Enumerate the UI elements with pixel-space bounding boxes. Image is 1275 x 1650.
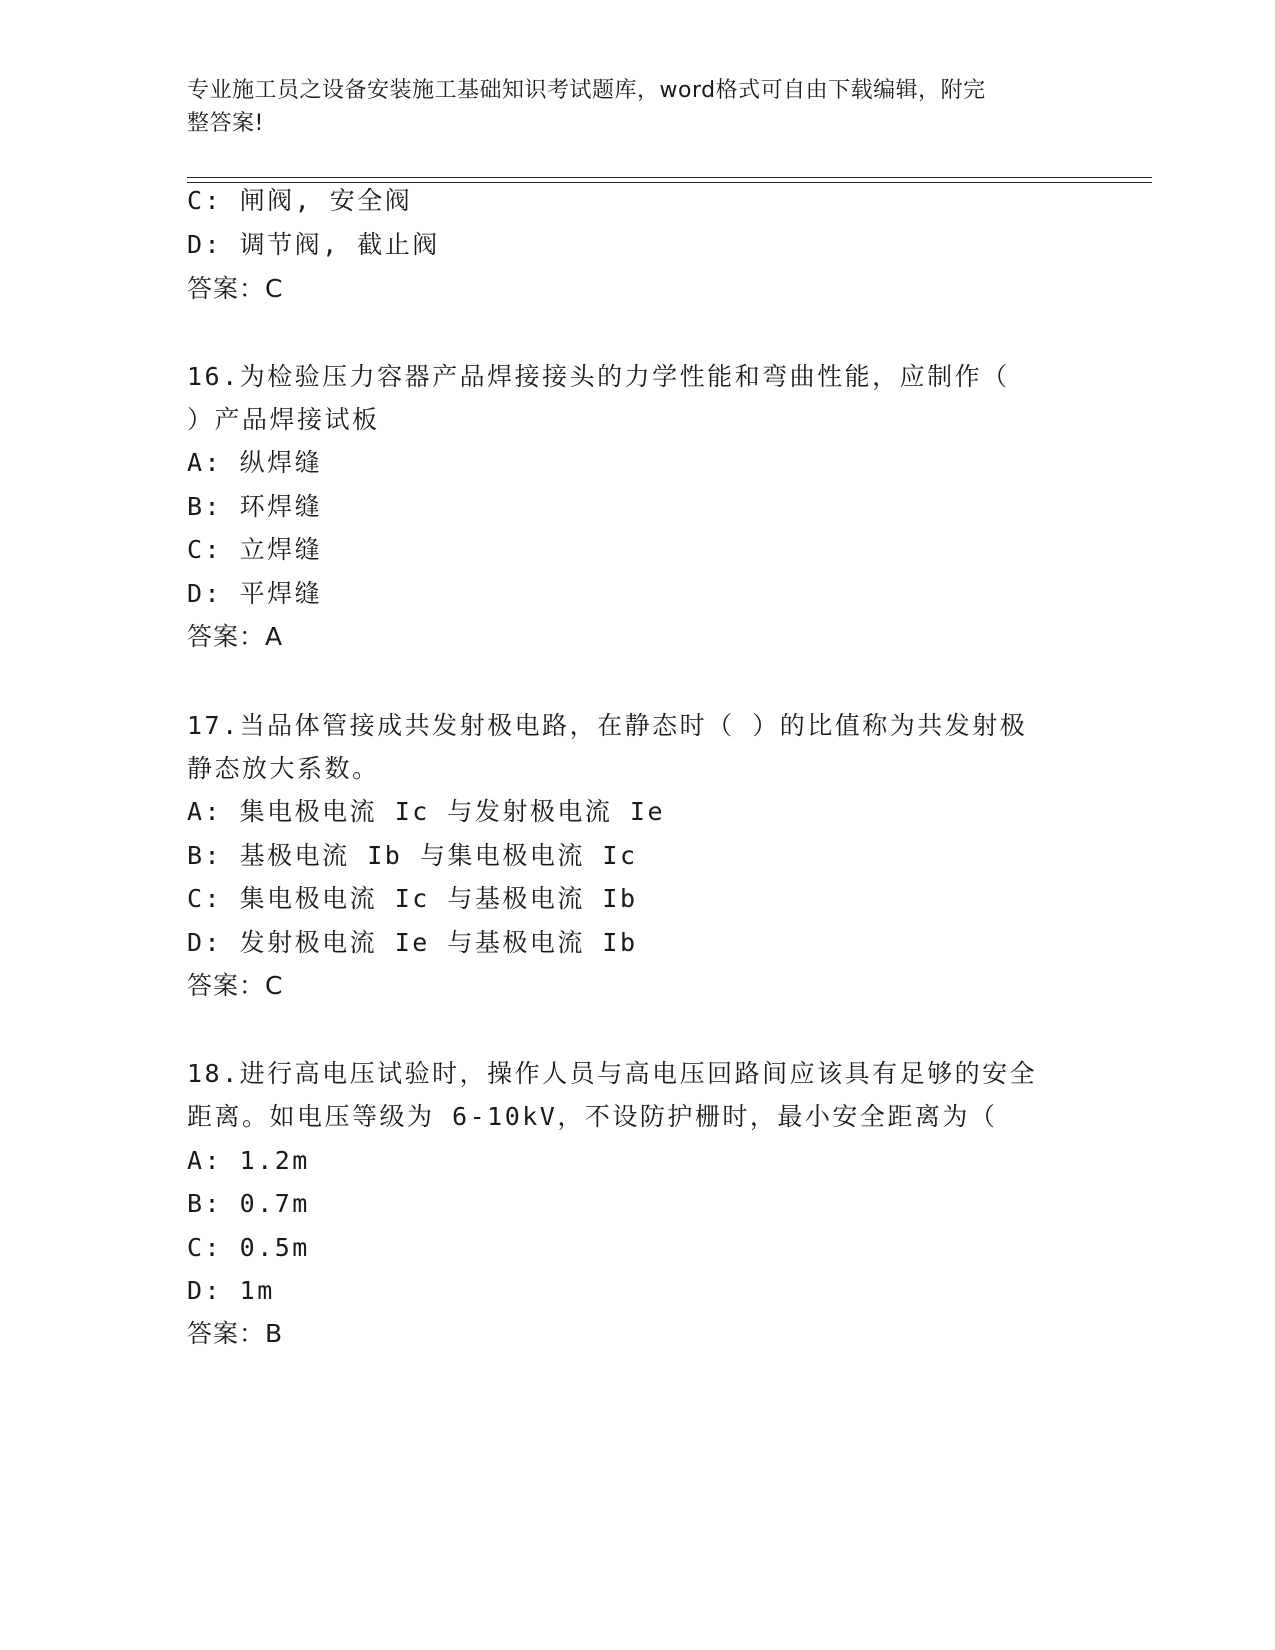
q16-option-d: D: 平焊缝: [187, 579, 323, 608]
header-line-1: 专业施工员之设备安装施工基础知识考试题库，word格式可自由下载编辑，附完: [187, 78, 986, 103]
header-divider-bottom: [187, 182, 1152, 183]
header-line-2: 整答案!: [187, 111, 264, 136]
q17-option-a: A: 集电极电流 Ic 与发射极电流 Ie: [187, 797, 666, 826]
q17-stem-line-2: 静态放大系数。: [187, 754, 380, 783]
q16-option-a: A: 纵焊缝: [187, 448, 323, 477]
q17-option-d: D: 发射极电流 Ie 与基极电流 Ib: [187, 928, 638, 957]
q18-stem-line-2: 距离。如电压等级为 6-10kV，不设防护栅时，最小安全距离为（: [187, 1102, 998, 1131]
q17-option-b: B: 基极电流 Ib 与集电极电流 Ic: [187, 841, 638, 870]
q16-answer: 答案：A: [187, 622, 284, 651]
q16-option-c: C: 立焊缝: [187, 535, 323, 564]
q17-option-c: C: 集电极电流 Ic 与基极电流 Ib: [187, 884, 638, 913]
q16-option-b: B: 环焊缝: [187, 492, 323, 521]
q18-option-b: B: 0.7m: [187, 1189, 310, 1218]
q17-answer: 答案：C: [187, 971, 284, 1000]
q18-option-d: D: 1m: [187, 1276, 275, 1305]
q15-option-d: D: 调节阀, 截止阀: [187, 230, 440, 259]
q18-option-c: C: 0.5m: [187, 1233, 310, 1262]
q16-stem-line-2: ）产品焊接试板: [187, 405, 380, 434]
document-header: [187, 74, 1067, 140]
q17-stem-line-1: 17.当品体管接成共发射极电路，在静态时（ ）的比值称为共发射极: [187, 711, 1028, 740]
q18-answer: 答案：B: [187, 1319, 284, 1348]
q16-stem-line-1: 16.为检验压力容器产品焊接接头的力学性能和弯曲性能，应制作（: [187, 362, 1010, 391]
q15-answer: 答案：C: [187, 274, 284, 303]
q18-stem-line-1: 18.进行高电压试验时，操作人员与高电压回路间应该具有足够的安全: [187, 1059, 1038, 1088]
q15-option-c: C: 闸阀, 安全阀: [187, 186, 413, 215]
header-divider-top: [187, 177, 1152, 178]
q18-option-a: A: 1.2m: [187, 1146, 310, 1175]
